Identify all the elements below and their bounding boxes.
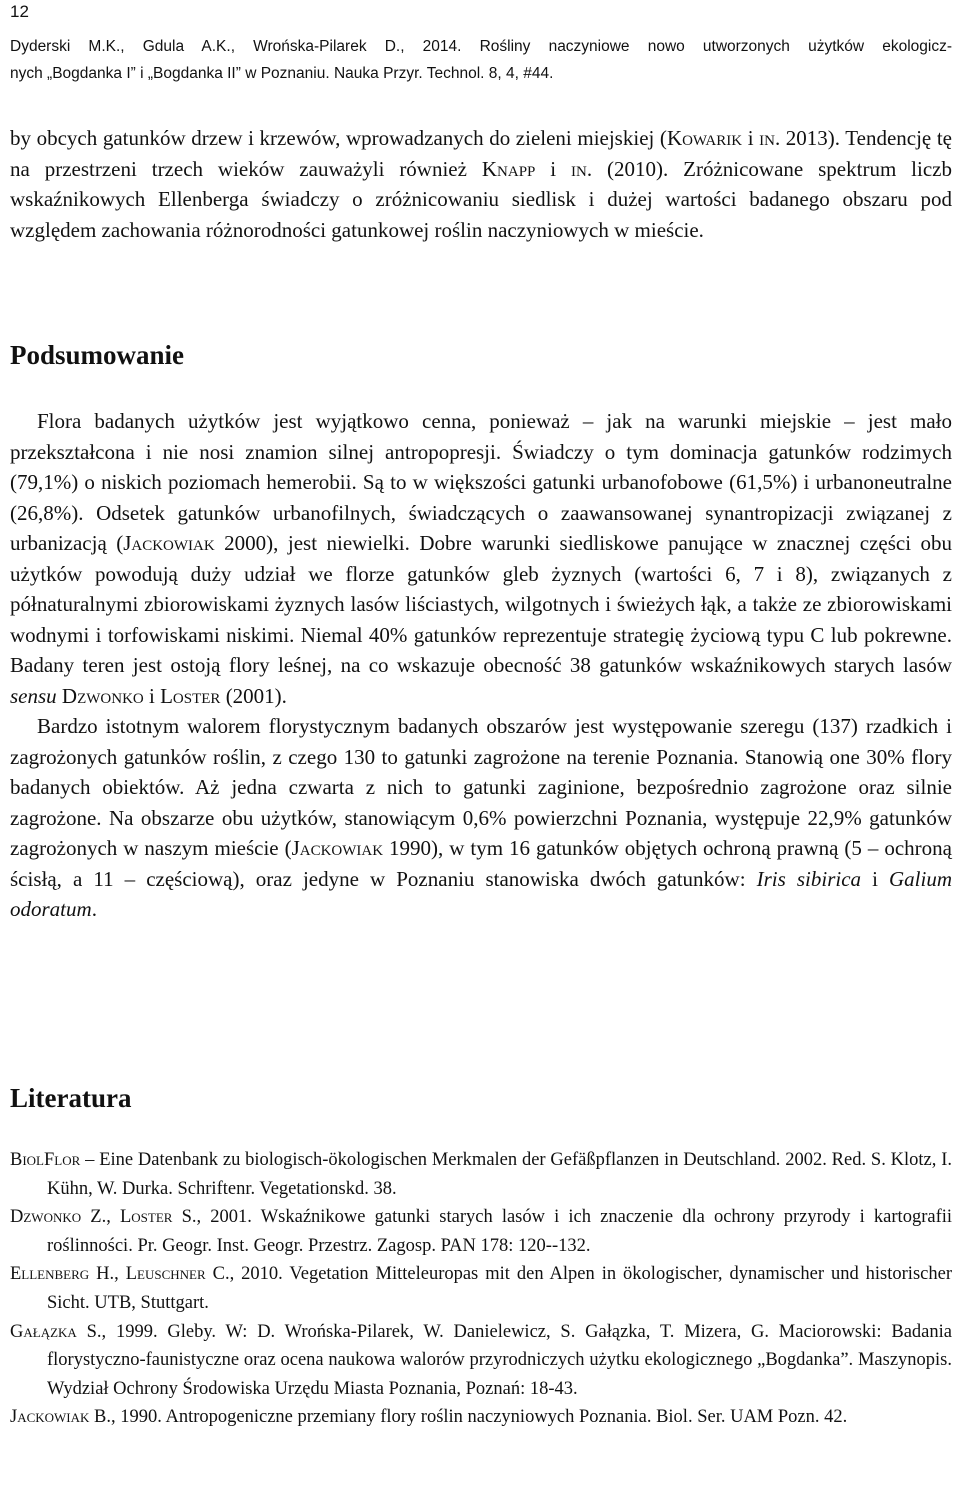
reference-item: Ellenberg H., Leuschner C., 2010. Vegetation Mitteleuropas mit den Alpen in ökologischer, dynamischer und historischer Sicht. UTB, Stuttgart. — [10, 1264, 952, 1313]
summary-section — [10, 406, 952, 925]
paragraph-continuation: by obcych gatunków drzew i krzewów, wprowadzanych do zieleni miejskiej (Kowarik i in. 2013). Tendencję tę na przestrzeni trzech wieków zauważyli również Knapp i in. (2010). Zróżnicowane spektrum liczb wskaźnikowych Ellenberga świadczy o zróżnicowaniu siedlisk i dużej wartości badanego obszaru pod względem zachowania różnorodności gatunkowej roślin naczyniowych w mieście. — [10, 126, 952, 242]
summary-paragraph-1: Flora badanych użytków jest wyjątkowo cenna, ponieważ – jak na warunki miejskie – jest mało przekształcona i nie nosi znamion silnej antropopresji. Świadczy o tym dominacja gatunków rodzimych (79,1%) o niskich poziomach hemerobii. Są to w większości gatunki urbanofobowe (61,5%) i urbanoneutralne (26,8%). Odsetek gatunków urbanofilnych, świadczących o zaawansowanej synantropizacji związanej z urbanizacją (Jackowiak 2000), jest niewielki. Dobre warunki siedliskowe panujące w znacznej części obu użytków powodują duży udział we florze gatunków gleb żyznych (wartości 6, 7 i 8), związanych z półnaturalnymi zbiorowiskami żyznych lasów liściastych, wilgotnych i świeżych łąk, a także ze zbiorowiskami wodnymi i torfowiskami niskimi. Niemal 40% gatunków reprezentuje strategię życiową typu C lub pokrewne. Badany teren jest ostoją flory leśnej, na co wskazuje obecność 38 gatunków wskaźnikowych starych lasów sensu Dzwonko i Loster (2001). — [10, 409, 952, 708]
reference-item: BiolFlor – Eine Datenbank zu biologisch-ökologischen Merkmalen der Gefäßpflanzen in Deutschland. 2002. Red. S. Klotz, I. Kühn, W. Durka. Schriftenr. Vegetationskd. 38. — [10, 1150, 952, 1199]
page-number: 12 — [10, 2, 29, 21]
header-line-2: nych „Bogdanka I” i „Bogdanka II” w Poznaniu. Nauka Przyr. Technol. 8, 4, #44. — [10, 65, 554, 82]
species-galium-odoratum: Galium odoratum — [10, 866, 952, 921]
section-title-summary: Podsumowanie — [10, 340, 185, 370]
species-iris-sibirica: Iris sibirica — [756, 866, 862, 891]
section-title-references: Literatura — [10, 1083, 132, 1113]
reference-item: Dzwonko Z., Loster S., 2001. Wskaźnikowe gatunki starych lasów i ich znaczenie dla ochrony przyrody i kartografii roślinności. Pr. Geogr. Inst. Geogr. Przestrz. Zagosp. PAN 178: 120--132. — [10, 1207, 953, 1256]
summary-paragraph-2: Bardzo istotnym walorem florystycznym badanych obszarów jest występowanie szeregu (137) rzadkich i zagrożonych gatunków roślin, z czego 130 to gatunki zagrożone na terenie Poznania. Stanowią one 30% flory badanych obiektów. Aż jedna czwarta z nich to gatunki zaginione, bezpośrednio zagrożone oraz silnie zagrożone. Na obszarze obu użytków, stanowiącym 0,6% powierzchni Poznania, występuje 22,9% gatunków zagrożonych w naszym mieście (Jackowiak 1990), w tym 16 gatunków objętych ochroną prawną (5 – ochroną ścisłą, a 11 – częściową), oraz jedyne w Poznaniu stanowiska dwóch gatunków: Iris sibirica i Galium odoratum. — [10, 714, 952, 921]
running-header — [10, 33, 952, 87]
author-kowarik: Kowarik — [666, 126, 743, 150]
author-knapp: Knapp — [481, 156, 536, 181]
reference-item: Jackowiak B., 1990. Antropogeniczne przemiany flory roślin naczyniowych Poznania. Biol. Ser. UAM Pozn. 42. — [10, 1407, 848, 1428]
reference-item: Gałązka S., 1999. Gleby. W: D. Wrońska-Pilarek, W. Danielewicz, S. Gałązka, T. Mizera, G. Maciorowski: Badania florystyczno-faunistyczne oraz ocena naukowa walorów przyrodniczych użytku ekologicznego „Bogdanka”. Maszynopis. Wydział Ochrony Środowiska Urzędu Miasta Poznania, Poznań: 18-43. — [10, 1321, 952, 1399]
header-line-1: Dyderski M.K., Gdula A.K., Wrońska-Pilarek D., 2014. Rośliny naczyniowe nowo utworzonych użytków ekologicz- — [10, 38, 952, 55]
reference-list — [10, 1146, 952, 1432]
